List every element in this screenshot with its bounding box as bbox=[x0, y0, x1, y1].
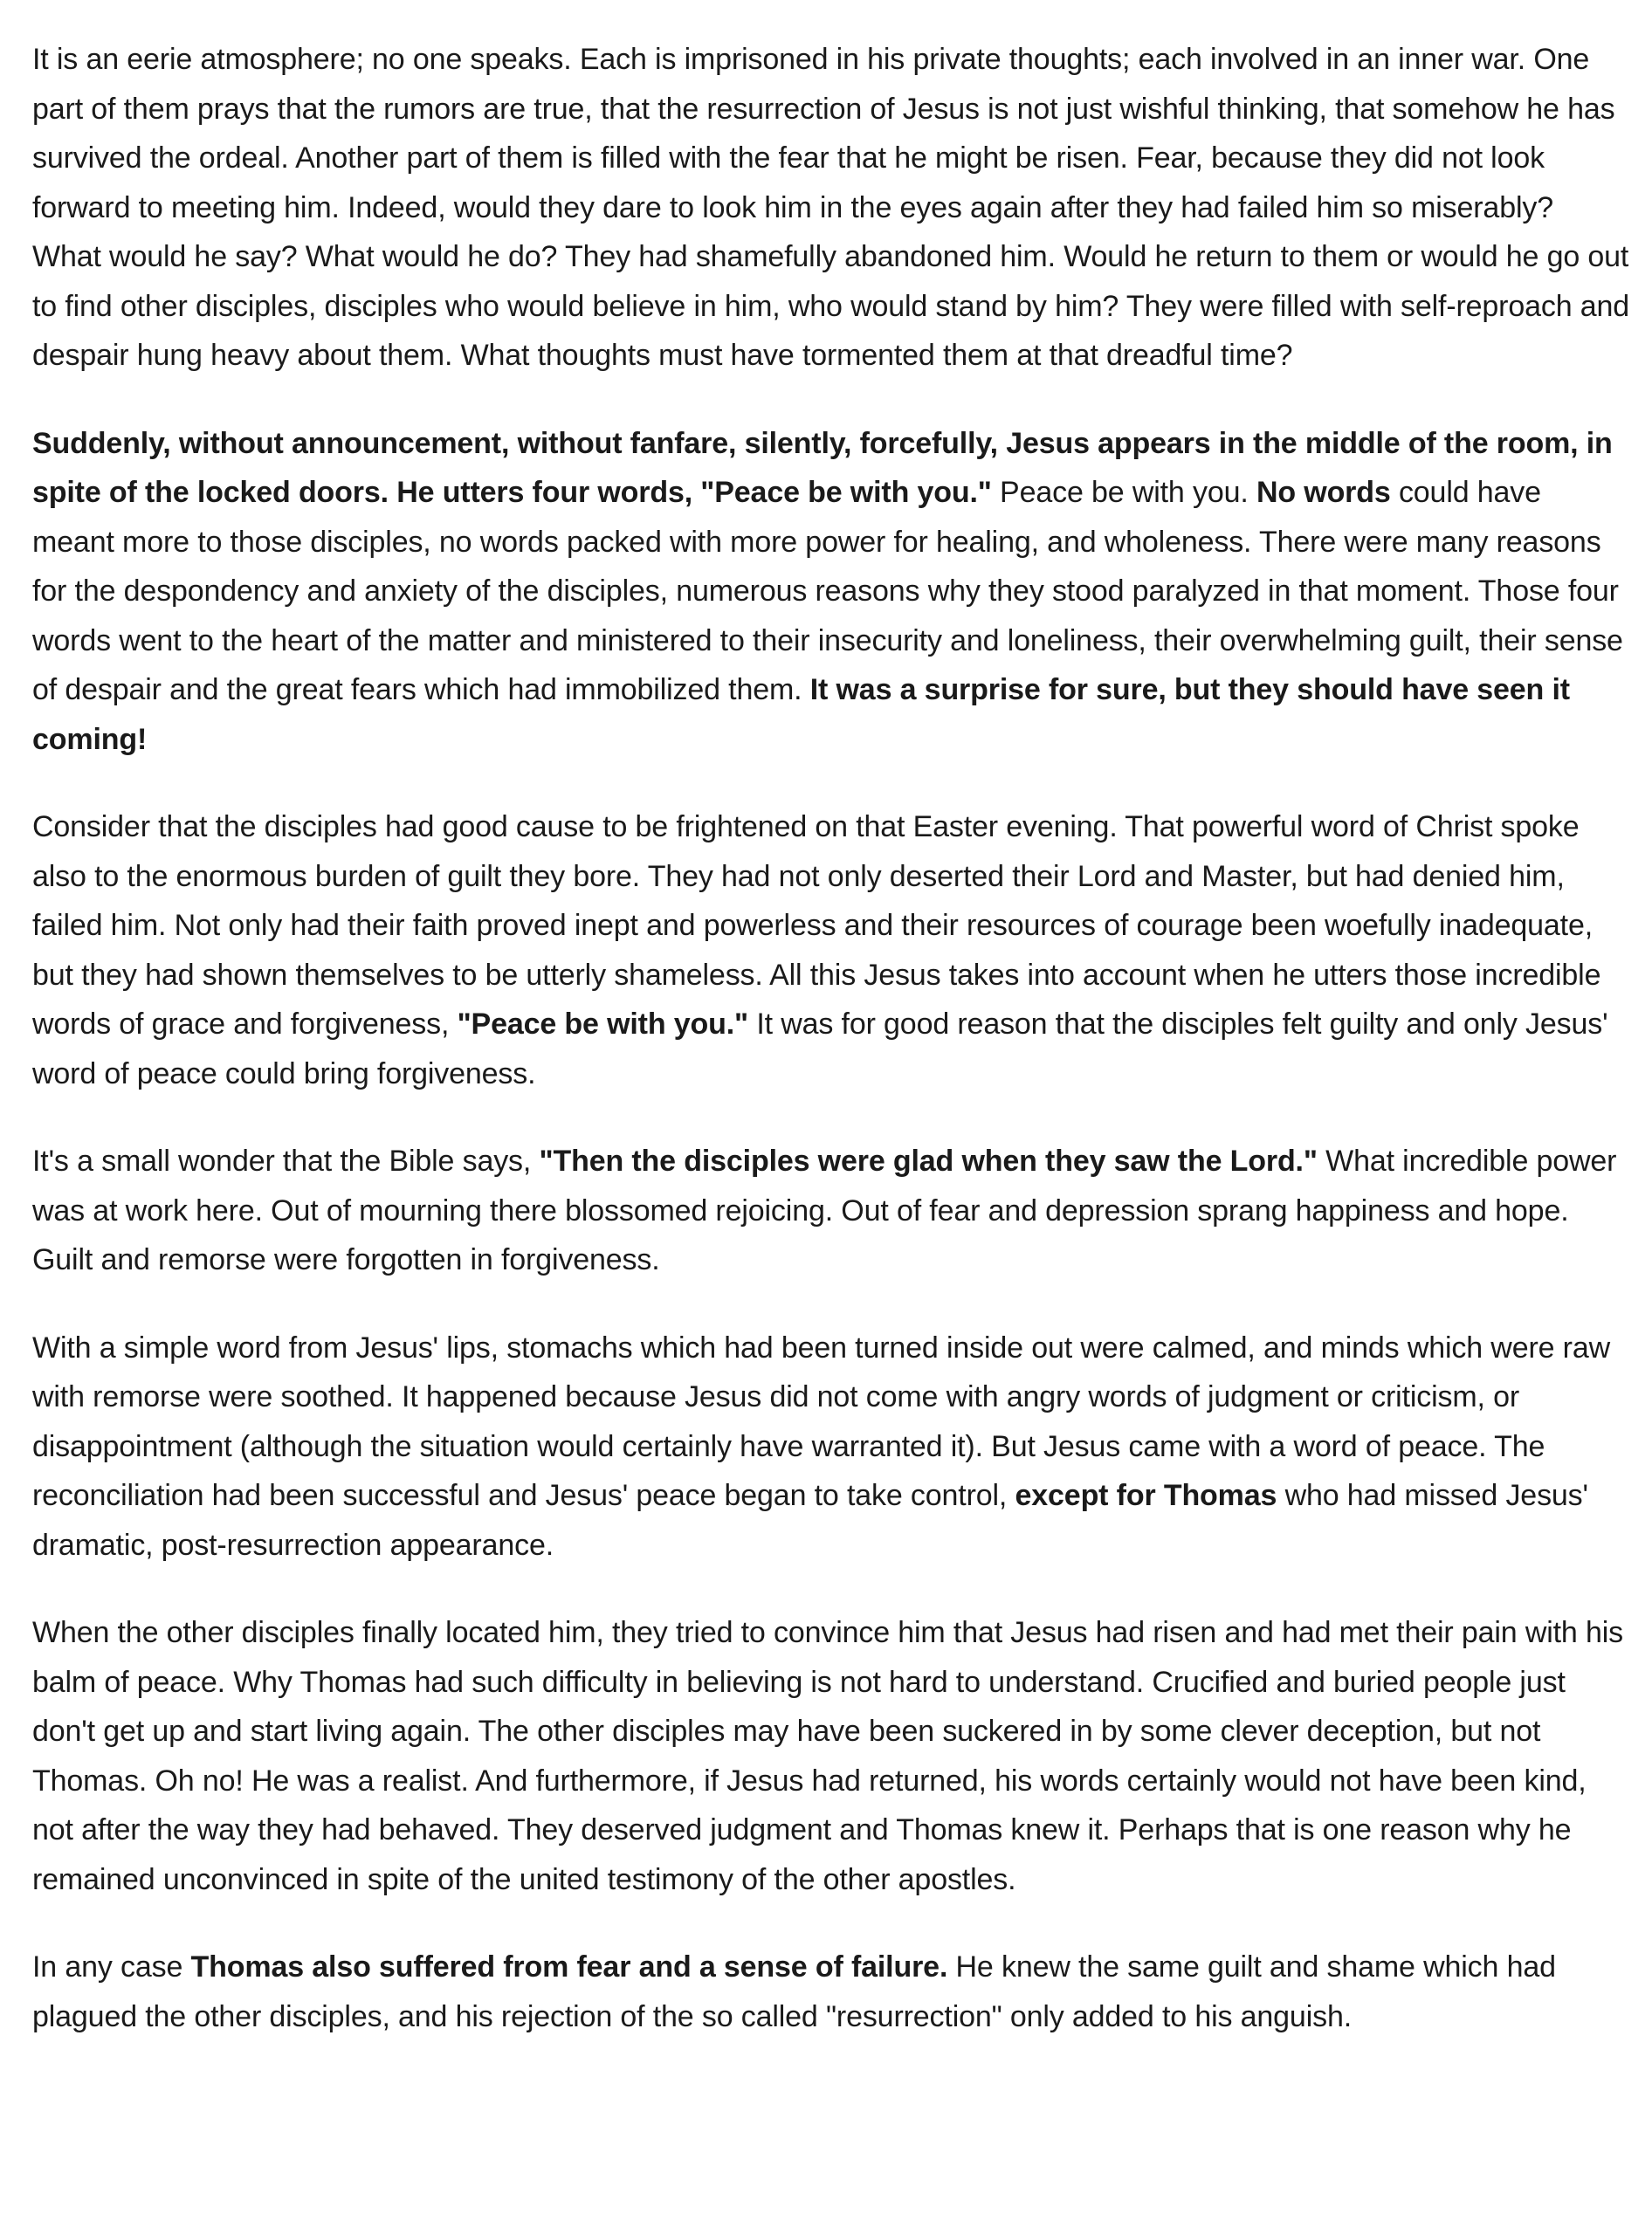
bold-text-run: except for Thomas bbox=[1015, 1479, 1277, 1512]
bold-text-run: No words bbox=[1256, 476, 1391, 509]
text-run: With a simple word from Jesus' lips, stomachs which had been turned inside out were calmed, and minds which were raw with remorse were soothed. It happened because Jesus did not come with angry words of judgment or criticism, or disappointment (although the situation would certainly have warranted it). But Jesus came with a word of peace. The reconciliation had been successful and Jesus' peace began to take control, bbox=[32, 1331, 1611, 1512]
paragraph-1 bbox=[32, 35, 1630, 381]
text-run: could have meant more to those disciples, no words packed with more power for healing, and wholeness. There were many reasons for the despondency and anxiety of the disciples, numerous reasons why they stood paralyzed in that moment. Those four words went to the heart of the matter and ministered to their insecurity and loneliness, their overwhelming guilt, their sense of despair and the great fears which had immobilized them. bbox=[32, 476, 1623, 706]
text-run: Consider that the disciples had good cause to be frightened on that Easter evening. That powerful word of Christ spoke also to the enormous burden of guilt they bore. They had not only deserted their Lord and Master, but had denied him, failed him. Not only had their faith proved inept and powerless and their resources of courage been woefully inadequate, but they had shown themselves to be utterly shameless. All this Jesus takes into account when he utters those incredible words of grace and forgiveness, bbox=[32, 810, 1601, 1041]
text-run: It was for good reason that the disciples felt guilty and only Jesus' word of peace could bring forgiveness. bbox=[32, 1007, 1608, 1090]
bold-text-run: It was a surprise for sure, but they should have seen it coming! bbox=[32, 673, 1570, 756]
paragraph-3 bbox=[32, 802, 1630, 1098]
text-run: When the other disciples finally located him, they tried to convince him that Jesus had risen and had met their pain with his balm of peace. Why Thomas had such difficulty in believing is not hard to understand. Crucified and buried people just don't get up and start living again. The other disciples may have been suckered in by some clever deception, but not Thomas. Oh no! He was a realist. And furthermore, if Jesus had returned, his words certainly would not have been kind, not after the way they had behaved. They deserved judgment and Thomas knew it. Perhaps that is one reason why he remained unconvinced in spite of the united testimony of the other apostles. bbox=[32, 1616, 1623, 1896]
paragraph-4 bbox=[32, 1137, 1630, 1285]
paragraph-2 bbox=[32, 419, 1630, 765]
text-run: In any case bbox=[32, 1950, 191, 1984]
text-run: who had missed Jesus' dramatic, post-resurrection appearance. bbox=[32, 1479, 1588, 1562]
text-run: Peace be with you. bbox=[991, 476, 1256, 509]
bold-text-run: Suddenly, without announcement, without fanfare, silently, forcefully, Jesus appears in the middle of the room, in spite of the locked doors. He utters four words, "Peace be with you." bbox=[32, 426, 1613, 509]
text-run: It is an eerie atmosphere; no one speaks. Each is imprisoned in his private thoughts; each involved in an inner war. One part of them prays that the rumors are true, that the resurrection of Jesus is not just wishful thinking, that somehow he has survived the ordeal. Another part of them is filled with the fear that he might be risen. Fear, because they did not look forward to meeting him. Indeed, would they dare to look him in the eyes again after they had failed him so miserably? What would he say? What would he do? They had shamefully abandoned him. Would he return to them or would he go out to find other disciples, disciples who would believe in him, who would stand by him? They were filled with self-reproach and despair hung heavy about them. What thoughts must have tormented them at that dreadful time? bbox=[32, 43, 1630, 372]
text-run: What incredible power was at work here. Out of mourning there blossomed rejoicing. Out of fear and depression sprang happiness and hope. Guilt and remorse were forgotten in forgiveness. bbox=[32, 1145, 1617, 1276]
bold-text-run: "Peace be with you." bbox=[457, 1007, 749, 1041]
text-run: It's a small wonder that the Bible says, bbox=[32, 1145, 540, 1178]
paragraph-5 bbox=[32, 1324, 1630, 1571]
paragraph-7 bbox=[32, 1943, 1630, 2041]
document-page bbox=[32, 35, 1630, 2041]
text-run: He knew the same guilt and shame which had plagued the other disciples, and his rejection of the so called "resurrection" only added to his anguish. bbox=[32, 1950, 1556, 2033]
paragraph-6 bbox=[32, 1608, 1630, 1904]
bold-text-run: Thomas also suffered from fear and a sense of failure. bbox=[190, 1950, 948, 1984]
bold-text-run: "Then the disciples were glad when they saw the Lord." bbox=[539, 1145, 1318, 1178]
